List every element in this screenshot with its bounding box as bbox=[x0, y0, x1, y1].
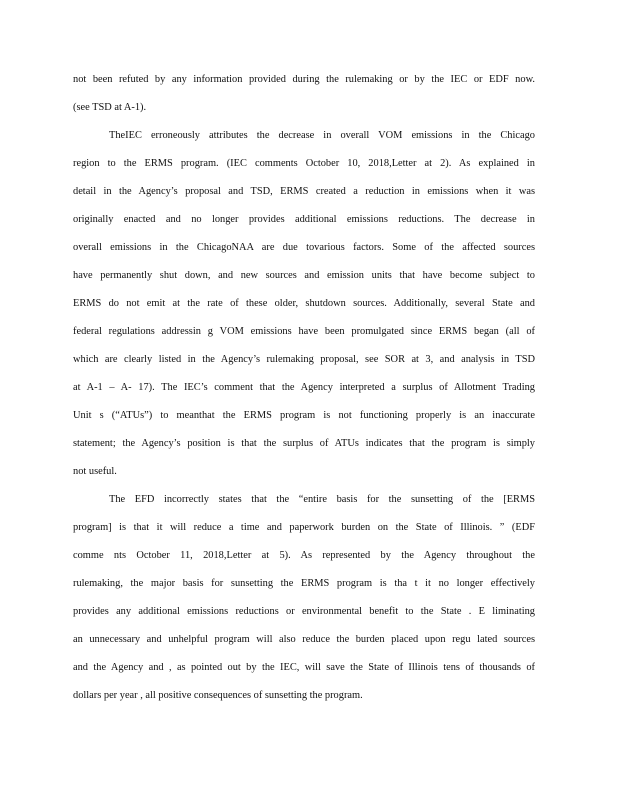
paragraph-2-line-4: originally enacted and no longer provides additional emissions reductions. The decrease in bbox=[73, 214, 535, 225]
paragraph-3-line-2: program] is that it will reduce a time and paperwork burden on the State of Illinois. ” (EDF bbox=[73, 522, 535, 533]
paragraph-2-line-9: which are clearly listed in the Agency’s rulemaking proposal, see SOR at 3, and analysis in TSD bbox=[73, 354, 535, 365]
paragraph-2-line-5: overall emissions in the ChicagoNAA are due tovarious factors. Some of the affected sources bbox=[73, 242, 535, 253]
paragraph-3-line-8: dollars per year , all positive consequences of sunsetting the program. bbox=[73, 690, 363, 701]
paragraph-3-line-5: provides any additional emissions reductions or environmental benefit to the State . E liminating bbox=[73, 606, 535, 617]
paragraph-1-line-2: (see TSD at A-1). bbox=[73, 102, 147, 113]
paragraph-3-line-1: The EFD incorrectly states that the “entire basis for the sunsetting of the [ERMS bbox=[109, 494, 535, 505]
paragraph-2-line-13: not useful. bbox=[73, 466, 117, 477]
paragraph-2-line-7: ERMS do not emit at the rate of these older, shutdown sources. Additionally, several State and bbox=[73, 298, 535, 309]
paragraph-2-line-1: TheIEC erroneously attributes the decrease in overall VOM emissions in the Chicago bbox=[109, 130, 535, 141]
paragraph-2-line-3: detail in the Agency’s proposal and TSD, ERMS created a reduction in emissions when it was bbox=[73, 186, 535, 197]
paragraph-2-line-12: statement; the Agency’s position is that the surplus of ATUs indicates that the program is simply bbox=[73, 438, 535, 449]
paragraph-3-line-4: rulemaking, the major basis for sunsetting the ERMS program is tha t it no longer effectively bbox=[73, 578, 535, 589]
paragraph-2-line-8: federal regulations addressin g VOM emissions have been promulgated since ERMS began (all of bbox=[73, 326, 535, 337]
paragraph-3-line-6: an unnecessary and unhelpful program will also reduce the burden placed upon regu lated sources bbox=[73, 634, 535, 645]
paragraph-3-line-3: comme nts October 11, 2018,Letter at 5). As represented by the Agency throughout the bbox=[73, 550, 535, 561]
paragraph-3-line-7: and the Agency and , as pointed out by the IEC, will save the State of Illinois tens of thousands of bbox=[73, 662, 535, 673]
paragraph-2-line-11: Unit s (“ATUs”) to meanthat the ERMS program is not functioning properly is an inaccurate bbox=[73, 410, 535, 421]
paragraph-2-line-6: have permanently shut down, and new sources and emission units that have become subject to bbox=[73, 270, 535, 281]
paragraph-2-line-2: region to the ERMS program. (IEC comments October 10, 2018,Letter at 2). As explained in bbox=[73, 158, 535, 169]
paragraph-1-line-1: not been refuted by any information provided during the rulemaking or by the IEC or EDF now. bbox=[73, 74, 535, 85]
paragraph-2-line-10: at A-1 – A- 17). The IEC’s comment that the Agency interpreted a surplus of Allotment Trading bbox=[73, 382, 535, 393]
